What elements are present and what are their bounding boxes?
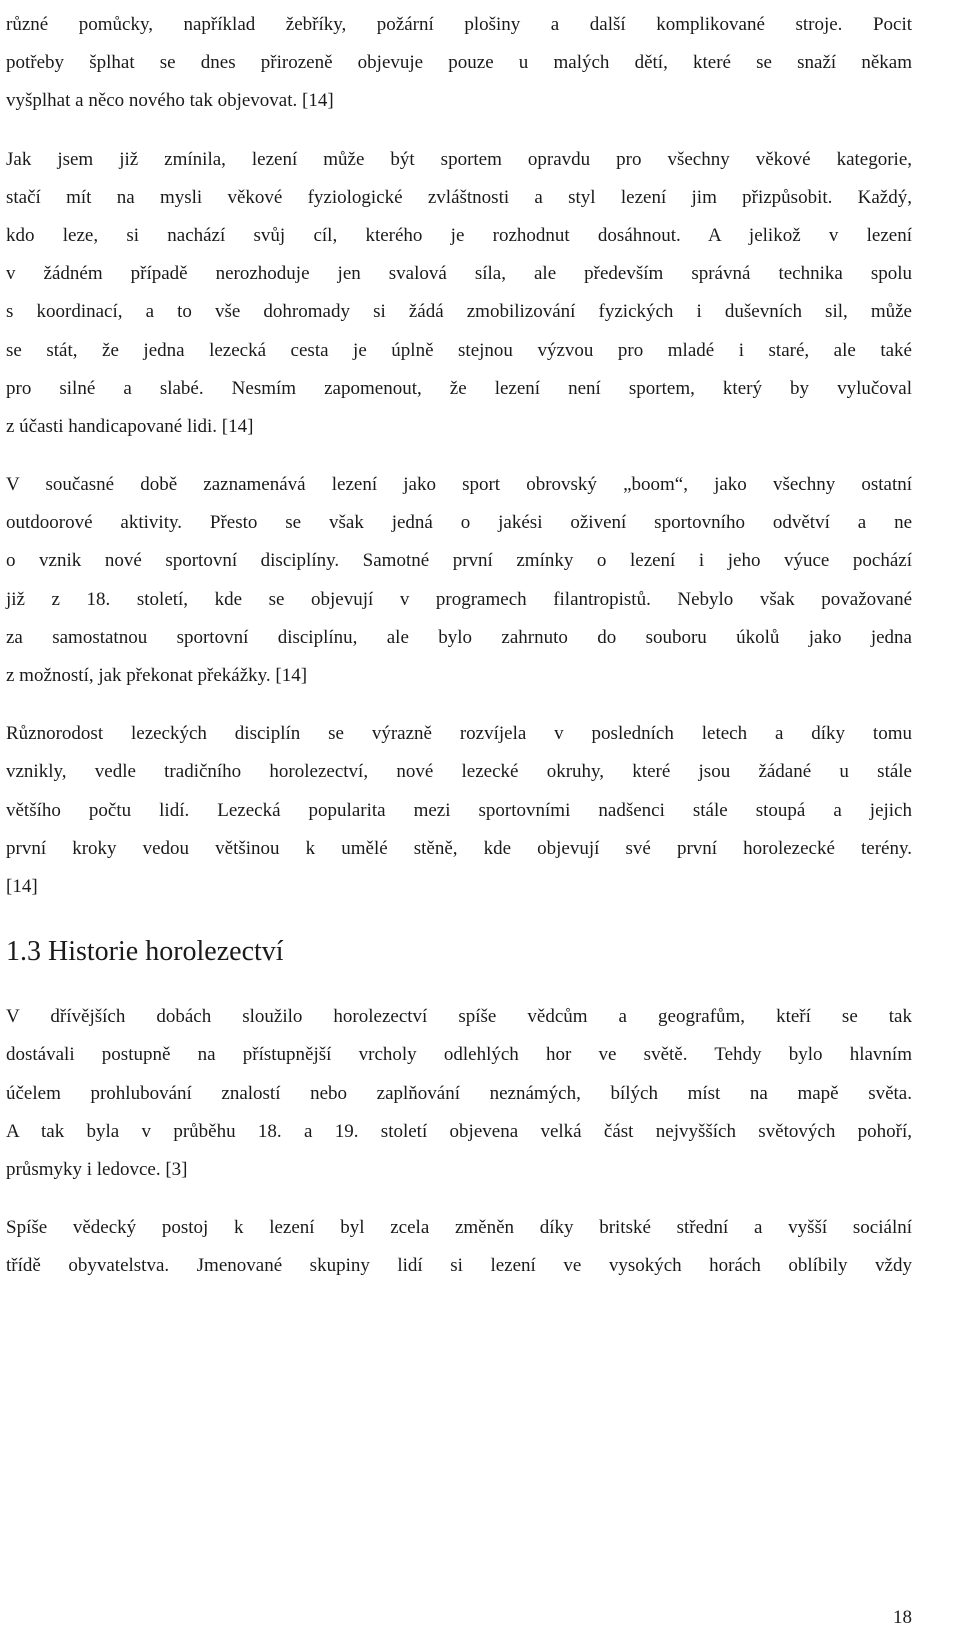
paragraph-2 (6, 141, 912, 447)
text-line: za samostatnou sportovní disciplínu, ale bylo zahrnuto do souboru úkolů jako jedna (6, 626, 912, 648)
text-line: V dřívějších dobách sloužilo horolezectví spíše vědcům a geografům, kteří se tak (6, 1006, 912, 1028)
text-line: v žádném případě nerozhoduje jen svalová síla, ale především správná technika spolu (6, 263, 912, 285)
text-line: Různorodost lezeckých disciplín se výrazně rozvíjela v posledních letech a díky tomu (6, 723, 912, 745)
text-line: V současné době zaznamenává lezení jako sport obrovský „boom“, jako všechny ostatní (6, 474, 912, 496)
text-line: různé pomůcky, například žebříky, požární plošiny a další komplikované stroje. Pocit (6, 14, 912, 35)
text-line: outdoorové aktivity. Přesto se však jedná o jakési oživení sportovního odvětví a ne (6, 512, 912, 534)
text-line: pro silné a slabé. Nesmím zapomenout, že lezení není sportem, který by vylučoval (6, 377, 912, 399)
paragraph-4 (6, 715, 912, 906)
paragraph-6 (6, 1209, 912, 1285)
page-number: 18 (893, 1607, 912, 1628)
text-line: kdo leze, si nachází svůj cíl, kterého je rozhodnut dosáhnout. A jelikož v lezení (6, 224, 912, 246)
text-line: vyšplhat a něco nového tak objevovat. [14] (6, 90, 334, 112)
text-line: většího počtu lidí. Lezecká popularita mezi sportovními nadšenci stále stoupá a jejich (6, 799, 912, 821)
text-line: Spíše vědecký postoj k lezení byl zcela změněn díky britské střední a vyšší sociální (6, 1217, 912, 1239)
text-line: o vznik nové sportovní disciplíny. Samotné první zmínky o lezení i jeho výuce pochází (6, 550, 912, 572)
text-line: s koordinací, a to vše dohromady si žádá zmobilizování fyzických i duševních sil, může (6, 301, 912, 323)
text-line: A tak byla v průběhu 18. a 19. století objevena velká část nejvyšších světových pohoří, (6, 1120, 912, 1142)
text-line: již z 18. století, kde se objevují v programech filantropistů. Nebylo však považované (6, 588, 912, 610)
text-line: dostávali postupně na přístupnější vrcholy odlehlých hor ve světě. Tehdy bylo hlavním (6, 1044, 912, 1066)
text-line: třídě obyvatelstva. Jmenované skupiny lidí si lezení ve vysokých horách oblíbily vždy (6, 1255, 912, 1277)
text-line: z možností, jak překonat překážky. [14] (6, 665, 308, 686)
text-line: stačí mít na mysli věkové fyziologické zvláštnosti a styl lezení jim přizpůsobit. Každý, (6, 186, 912, 208)
text-line: Jak jsem již zmínila, lezení může být sportem opravdu pro všechny věkové kategorie, (6, 148, 912, 170)
text-line: vznikly, vedle tradičního horolezectví, nové lezecké okruhy, které jsou žádané u stále (6, 761, 912, 783)
section-heading: 1.3 Historie horolezectví (6, 936, 284, 968)
text-line: první kroky vedou většinou k umělé stěně, kde objevují své první horolezecké terény. (6, 837, 912, 859)
text-line: potřeby šplhat se dnes přirozeně objevuje pouze u malých dětí, které se snaží někam (6, 52, 912, 74)
text-line: průsmyky i ledovce. [3] (6, 1158, 188, 1180)
paragraph-5 (6, 998, 912, 1189)
text-line: [14] (6, 875, 38, 897)
text-line: z účasti handicapované lidi. [14] (6, 415, 254, 437)
text-line: se stát, že jedna lezecká cesta je úplně stejnou výzvou pro mladé i staré, ale také (6, 339, 912, 361)
paragraph-1 (6, 6, 912, 121)
text-line: účelem prohlubování znalostí nebo zaplňování neznámých, bílých míst na mapě světa. (6, 1082, 912, 1104)
paragraph-3 (6, 466, 912, 695)
